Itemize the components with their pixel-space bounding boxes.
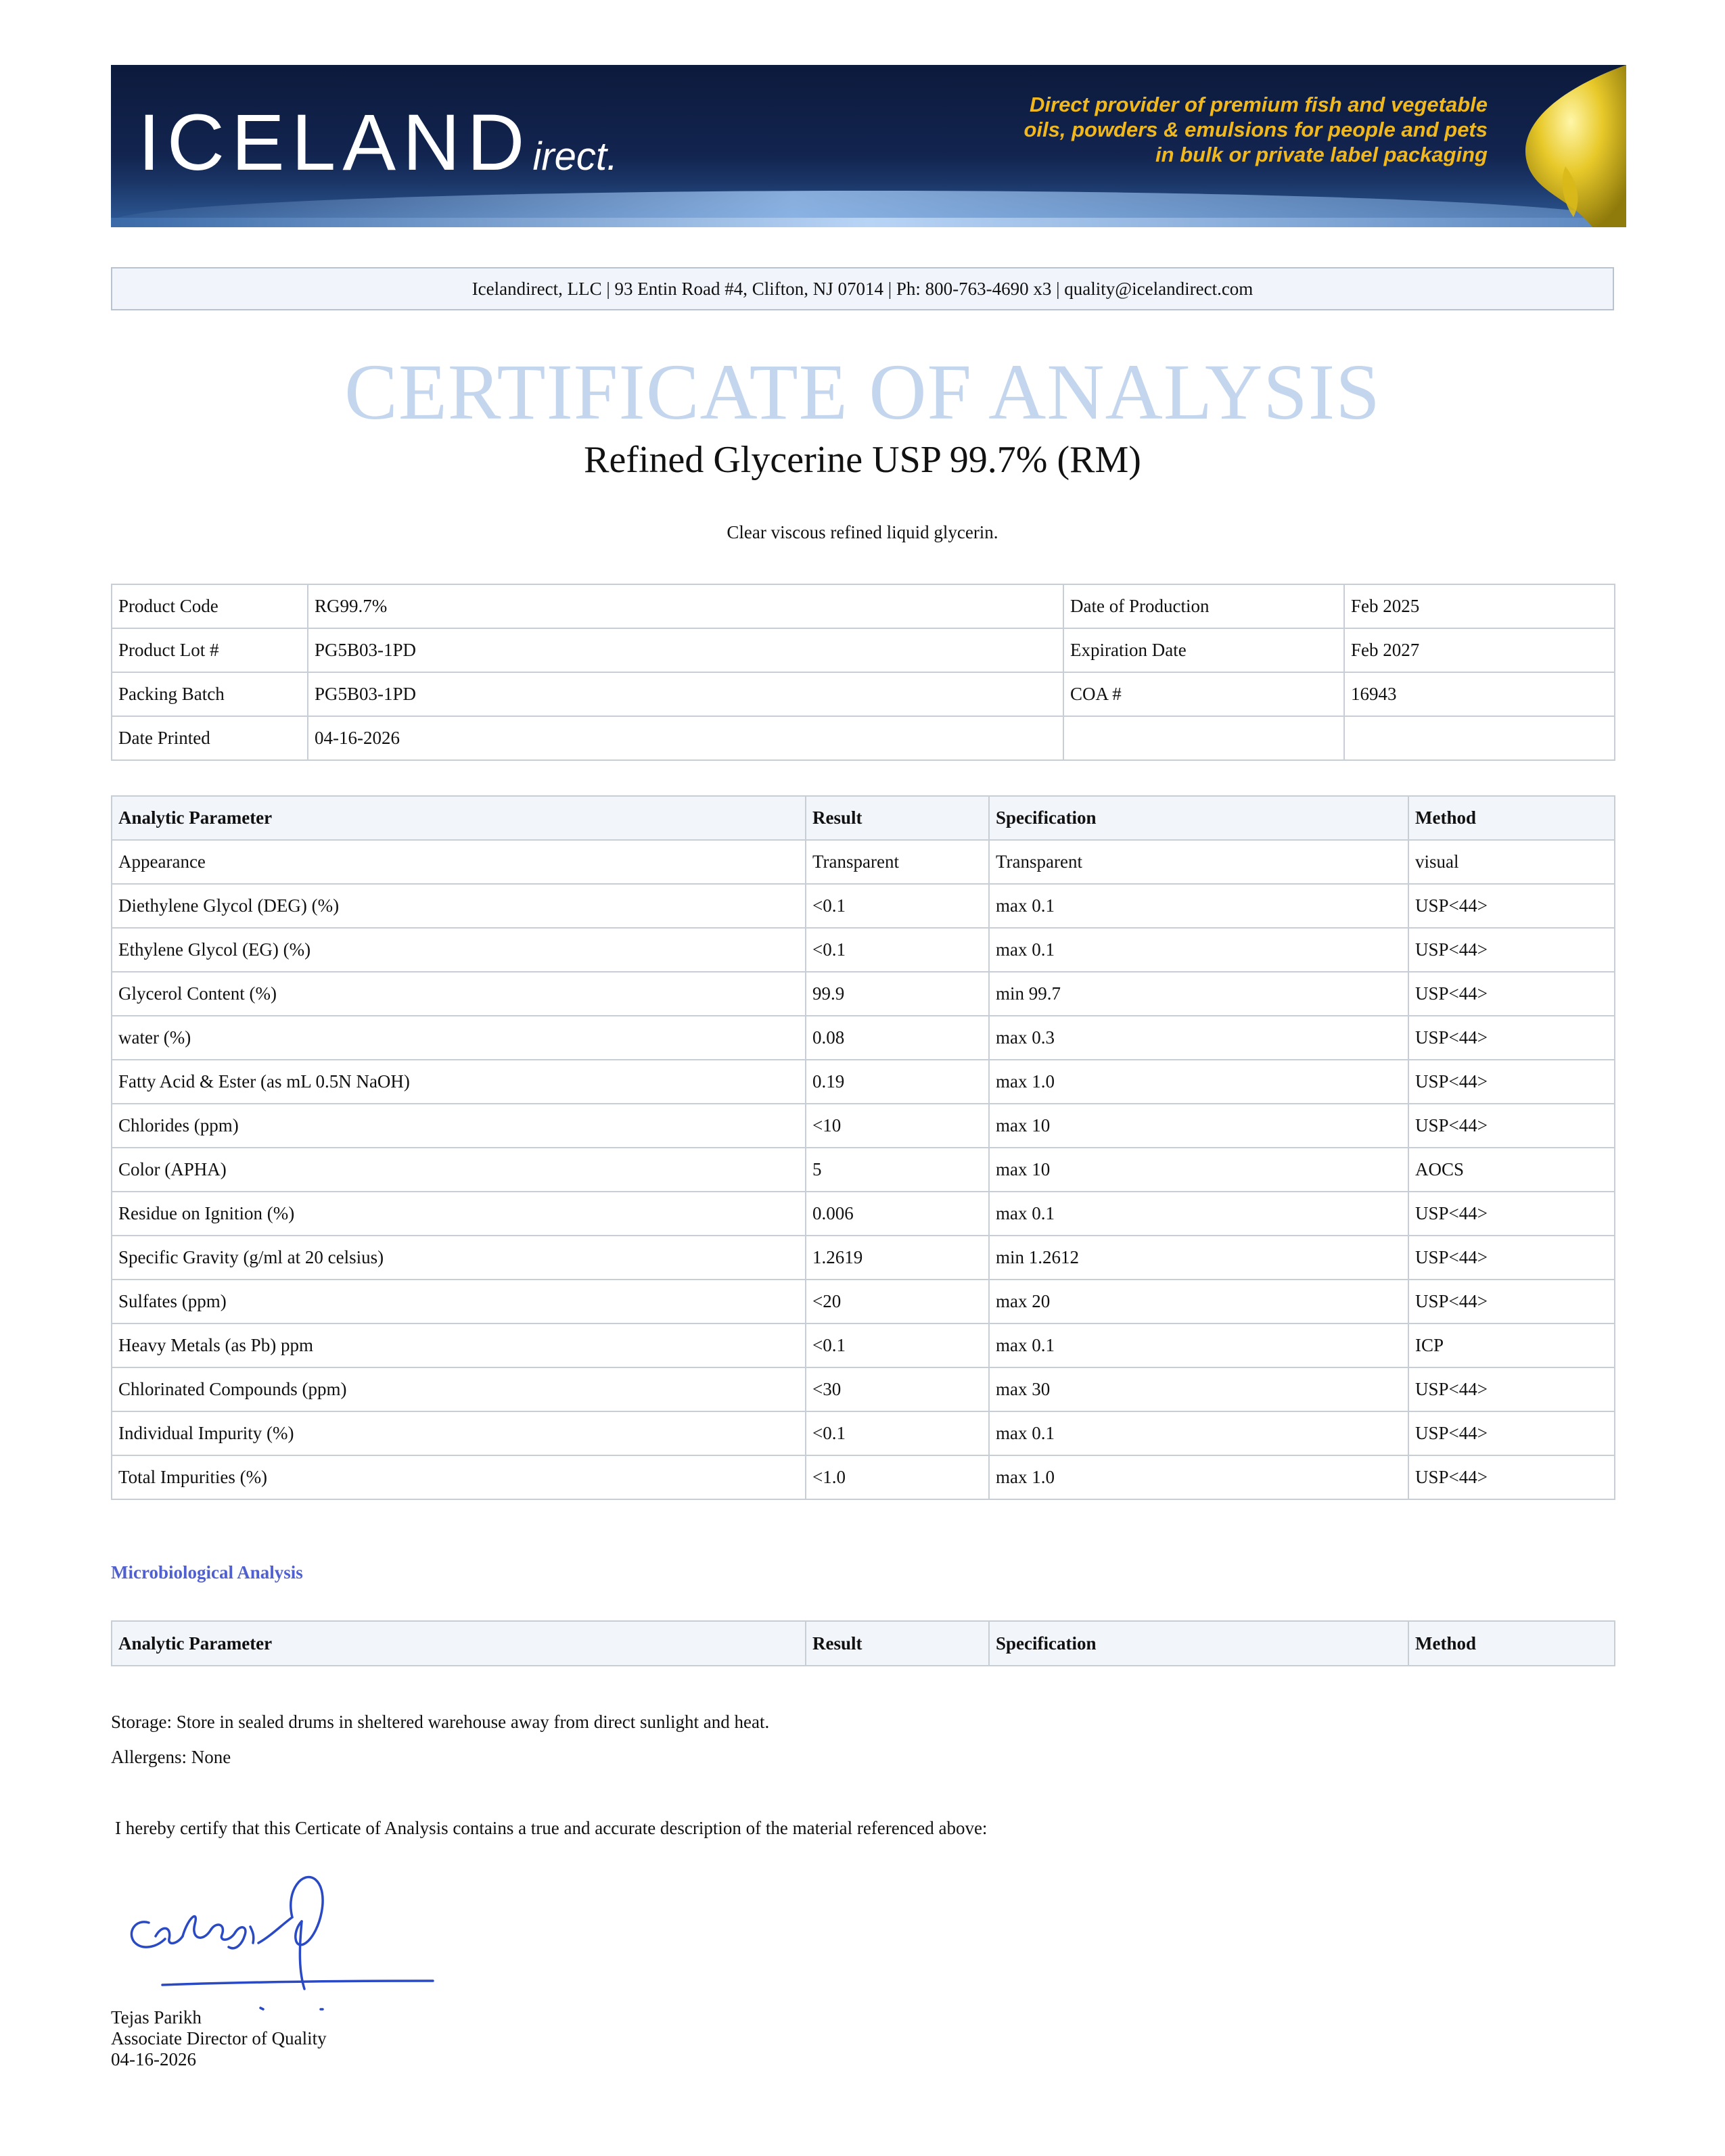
table-row xyxy=(112,584,1615,628)
document-title: CERTIFICATE OF ANALYSIS xyxy=(344,348,1381,436)
result-cell: Transparent xyxy=(806,840,989,884)
specification-cell: max 10 xyxy=(989,1148,1408,1192)
method-cell: USP<44> xyxy=(1408,1280,1615,1323)
method-cell: USP<44> xyxy=(1408,972,1615,1016)
column-header-result: Result xyxy=(806,796,989,840)
product-info-table xyxy=(111,584,1615,761)
parameter-cell: Glycerol Content (%) xyxy=(112,972,806,1016)
signer-block xyxy=(111,2007,327,2070)
method-cell: ICP xyxy=(1408,1323,1615,1367)
method-cell: USP<44> xyxy=(1408,1455,1615,1499)
table-row xyxy=(112,972,1615,1016)
specification-cell: max 1.0 xyxy=(989,1060,1408,1104)
info-label: Packing Batch xyxy=(112,672,308,716)
microbiological-table xyxy=(111,1620,1615,1666)
company-logo xyxy=(138,92,618,193)
product-description: Clear viscous refined liquid glycerin. xyxy=(727,522,998,542)
specification-cell: max 0.1 xyxy=(989,1192,1408,1236)
table-row xyxy=(112,716,1615,760)
parameter-cell: Residue on Ignition (%) xyxy=(112,1192,806,1236)
info-value: Feb 2027 xyxy=(1344,628,1615,672)
table-row xyxy=(112,1192,1615,1236)
method-cell: USP<44> xyxy=(1408,1060,1615,1104)
result-cell: <20 xyxy=(806,1280,989,1323)
method-cell: USP<44> xyxy=(1408,1367,1615,1411)
storage-note: Storage: Store in sealed drums in sheltered warehouse away from direct sunlight and heat. xyxy=(111,1712,770,1732)
info-label xyxy=(1063,716,1344,760)
result-cell: 0.08 xyxy=(806,1016,989,1060)
info-label: COA # xyxy=(1063,672,1344,716)
parameter-cell: Color (APHA) xyxy=(112,1148,806,1192)
info-label: Date of Production xyxy=(1063,584,1344,628)
parameter-cell: Chlorides (ppm) xyxy=(112,1104,806,1148)
microbiological-heading: Microbiological Analysis xyxy=(111,1562,303,1583)
tagline-line: in bulk or private label packaging xyxy=(1155,143,1488,166)
table-row xyxy=(112,1236,1615,1280)
parameter-cell: Specific Gravity (g/ml at 20 celsius) xyxy=(112,1236,806,1280)
handwritten-signature xyxy=(115,1856,453,2019)
banner-tagline xyxy=(743,92,1488,167)
result-cell: <0.1 xyxy=(806,1411,989,1455)
method-cell: USP<44> xyxy=(1408,1411,1615,1455)
specification-cell: max 0.3 xyxy=(989,1016,1408,1060)
info-label: Product Lot # xyxy=(112,628,308,672)
table-row xyxy=(112,1016,1615,1060)
specification-cell: max 30 xyxy=(989,1367,1408,1411)
column-header-result: Result xyxy=(806,1621,989,1666)
table-header-row xyxy=(112,796,1615,840)
info-label: Expiration Date xyxy=(1063,628,1344,672)
method-cell: USP<44> xyxy=(1408,1192,1615,1236)
specification-cell: min 99.7 xyxy=(989,972,1408,1016)
parameter-cell: Fatty Acid & Ester (as mL 0.5N NaOH) xyxy=(112,1060,806,1104)
result-cell: 1.2619 xyxy=(806,1236,989,1280)
signer-name: Tejas Parikh xyxy=(111,2007,202,2028)
column-header-method: Method xyxy=(1408,796,1615,840)
table-row xyxy=(112,1411,1615,1455)
table-row xyxy=(112,1060,1615,1104)
specification-cell: max 10 xyxy=(989,1104,1408,1148)
parameter-cell: Heavy Metals (as Pb) ppm xyxy=(112,1323,806,1367)
info-label: Product Code xyxy=(112,584,308,628)
result-cell: <0.1 xyxy=(806,928,989,972)
method-cell: USP<44> xyxy=(1408,1016,1615,1060)
specification-cell: max 1.0 xyxy=(989,1455,1408,1499)
specification-cell: max 20 xyxy=(989,1280,1408,1323)
logo-sub-text: irect. xyxy=(532,135,618,179)
specification-cell: max 0.1 xyxy=(989,928,1408,972)
column-header-specification: Specification xyxy=(989,1621,1408,1666)
table-row xyxy=(112,1323,1615,1367)
info-value: Feb 2025 xyxy=(1344,584,1615,628)
method-cell: USP<44> xyxy=(1408,1236,1615,1280)
product-name: Refined Glycerine USP 99.7% (RM) xyxy=(584,439,1141,481)
table-row xyxy=(112,840,1615,884)
column-header-parameter: Analytic Parameter xyxy=(112,1621,806,1666)
parameter-cell: water (%) xyxy=(112,1016,806,1060)
column-header-parameter: Analytic Parameter xyxy=(112,796,806,840)
table-row xyxy=(112,1148,1615,1192)
specification-cell: Transparent xyxy=(989,840,1408,884)
info-value: RG99.7% xyxy=(308,584,1063,628)
table-row xyxy=(112,1367,1615,1411)
table-row xyxy=(112,1280,1615,1323)
specification-cell: max 0.1 xyxy=(989,1323,1408,1367)
method-cell: AOCS xyxy=(1408,1148,1615,1192)
specification-cell: max 0.1 xyxy=(989,884,1408,928)
result-cell: 0.006 xyxy=(806,1192,989,1236)
table-row xyxy=(112,672,1615,716)
banner-swoosh-line xyxy=(111,218,1626,227)
result-cell: <1.0 xyxy=(806,1455,989,1499)
specification-cell: max 0.1 xyxy=(989,1411,1408,1455)
parameter-cell: Appearance xyxy=(112,840,806,884)
table-row xyxy=(112,628,1615,672)
signer-role: Associate Director of Quality xyxy=(111,2028,327,2048)
table-row xyxy=(112,928,1615,972)
signer-date: 04-16-2026 xyxy=(111,2049,196,2069)
table-row xyxy=(112,884,1615,928)
analysis-results-table xyxy=(111,795,1615,1500)
info-value: PG5B03-1PD xyxy=(308,628,1063,672)
brand-banner xyxy=(111,65,1626,227)
logo-main-text: ICELAND xyxy=(138,98,532,187)
tagline-line: Direct provider of premium fish and vegetable xyxy=(1030,93,1488,116)
method-cell: visual xyxy=(1408,840,1615,884)
company-address-bar: Icelandirect, LLC | 93 Entin Road #4, Clifton, NJ 07014 | Ph: 800-763-4690 x3 | quality@icelandirect.com xyxy=(111,267,1614,310)
tagline-line: oils, powders & emulsions for people and pets xyxy=(1024,118,1488,141)
allergens-note: Allergens: None xyxy=(111,1747,231,1767)
info-value: 04-16-2026 xyxy=(308,716,1063,760)
info-value: 16943 xyxy=(1344,672,1615,716)
result-cell: 0.19 xyxy=(806,1060,989,1104)
info-label: Date Printed xyxy=(112,716,308,760)
result-cell: 5 xyxy=(806,1148,989,1192)
column-header-method: Method xyxy=(1408,1621,1615,1666)
parameter-cell: Sulfates (ppm) xyxy=(112,1280,806,1323)
method-cell: USP<44> xyxy=(1408,884,1615,928)
table-row xyxy=(112,1104,1615,1148)
parameter-cell: Chlorinated Compounds (ppm) xyxy=(112,1367,806,1411)
result-cell: <30 xyxy=(806,1367,989,1411)
parameter-cell: Individual Impurity (%) xyxy=(112,1411,806,1455)
specification-cell: min 1.2612 xyxy=(989,1236,1408,1280)
table-row xyxy=(112,1455,1615,1499)
oil-drop-icon xyxy=(1491,65,1626,227)
info-value: PG5B03-1PD xyxy=(308,672,1063,716)
method-cell: USP<44> xyxy=(1408,928,1615,972)
parameter-cell: Total Impurities (%) xyxy=(112,1455,806,1499)
parameter-cell: Ethylene Glycol (EG) (%) xyxy=(112,928,806,972)
parameter-cell: Diethylene Glycol (DEG) (%) xyxy=(112,884,806,928)
info-value xyxy=(1344,716,1615,760)
result-cell: <0.1 xyxy=(806,1323,989,1367)
column-header-specification: Specification xyxy=(989,796,1408,840)
certification-statement: I hereby certify that this Certicate of Analysis contains a true and accurate description of the material referenced above: xyxy=(115,1818,988,1838)
method-cell: USP<44> xyxy=(1408,1104,1615,1148)
result-cell: <0.1 xyxy=(806,884,989,928)
result-cell: <10 xyxy=(806,1104,989,1148)
table-header-row xyxy=(112,1621,1615,1666)
result-cell: 99.9 xyxy=(806,972,989,1016)
